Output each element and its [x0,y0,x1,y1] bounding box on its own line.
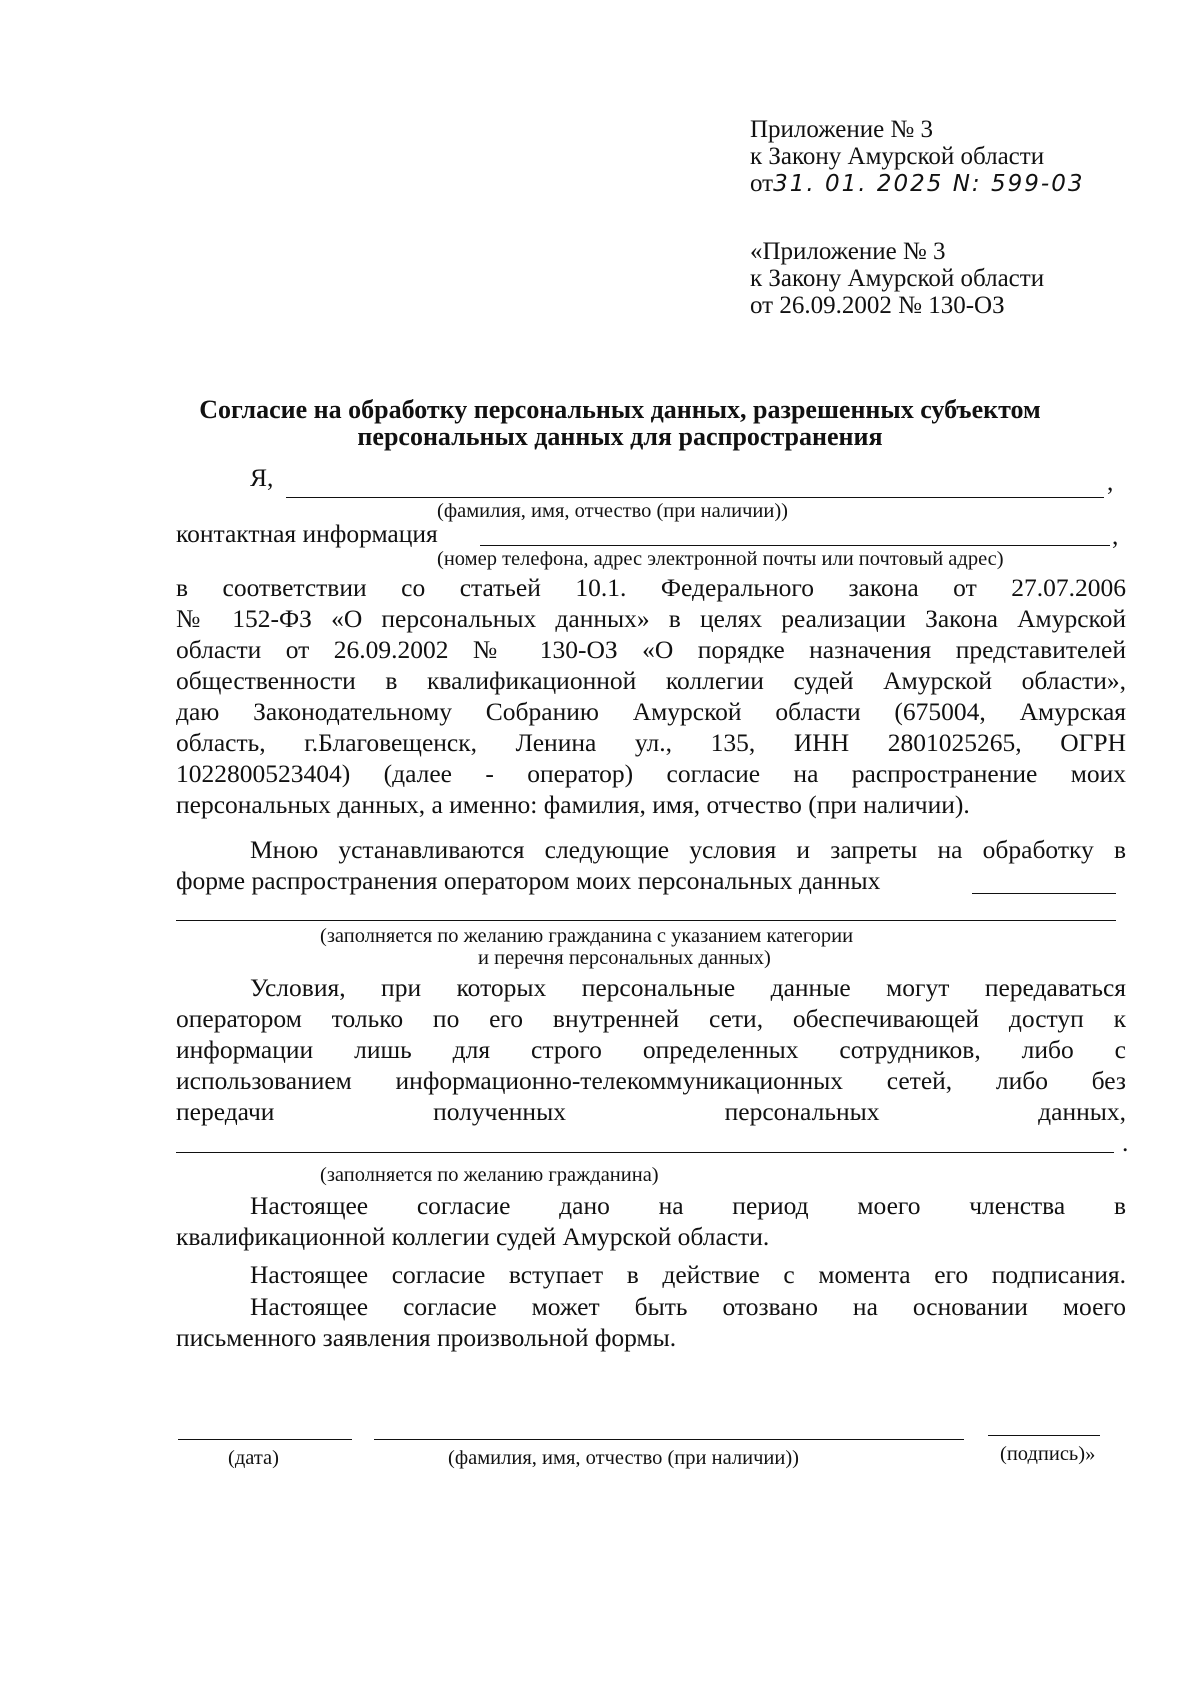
p1-line: в соответствии со статьей 10.1. Федерального закона от 27.07.2006 [176,573,1126,602]
title-line1: Согласие на обработку персональных данных, разрешенных субъектом [199,395,1041,424]
caption-signature-fio: (фамилия, имя, отчество (при наличии)) [448,1447,799,1469]
contact-input-line[interactable] [480,545,1110,546]
annex-new-line2: к Закону Амурской области [750,143,1045,170]
p3-line: использованием информационно-телекоммуникационных сетей, либо без [176,1066,1126,1095]
i-label: Я, [250,463,274,492]
fio-comma: , [1107,467,1114,496]
p3-input-line[interactable] [176,1152,1114,1153]
p2-caption1: (заполняется по желанию гражданина с указанием категории [320,925,854,947]
signature-input-line[interactable] [988,1435,1100,1436]
title-line2: персональных данных для распространения [357,422,883,451]
p6-line2: письменного заявления произвольной формы. [176,1323,677,1352]
p1-line: области от 26.09.2002 № 130-ОЗ «О порядке назначения представителей [176,635,1126,664]
p1-line: общественности в квалификационной коллегии судей Амурской области», [176,666,1126,695]
paragraph-conditions [176,1003,1126,1127]
p1-line: 1022800523404) (далее - оператор) согласие на распространение моих [176,759,1126,788]
annex-old-line2: к Закону Амурской области [750,265,1045,292]
p3-end-dot: . [1122,1128,1129,1157]
p5-line: Настоящее согласие вступает в действие с момента его подписания. [250,1260,1126,1289]
p3-line: оператором только по его внутренней сети, обеспечивающей доступ к [176,1004,1126,1033]
p2-input-line-1[interactable] [972,893,1116,894]
handwritten-date-number: 31. 01. 2025 N: 599-03 [773,171,1085,197]
fio-row [250,462,273,493]
caption-signature: (подпись)» [1000,1443,1096,1465]
p4-line1: Настоящее согласие дано на период моего членства в [250,1191,1126,1220]
p1-line: даю Законодательному Собранию Амурской области (675004, Амурская [176,697,1126,726]
annex-new-line3 [750,170,1084,198]
annex-old [750,238,1044,319]
p3-line1: Условия, при которых персональные данные могут передаваться [250,973,1126,1002]
contact-comma: , [1112,521,1119,550]
caption-date: (дата) [228,1447,279,1469]
contact-label: контактная информация [176,519,438,548]
p4-line2: квалификационной коллегии судей Амурской области. [176,1222,770,1251]
p6-line1: Настоящее согласие может быть отозвано на основании моего [250,1292,1126,1321]
p3-caption: (заполняется по желанию гражданина) [320,1164,659,1186]
p1-line: № 152-ФЗ «О персональных данных» в целях реализации Закона Амурской [176,604,1126,633]
signature-fio-input-line[interactable] [374,1439,964,1440]
p2-caption2: и перечня персональных данных) [478,947,771,969]
fio-input-line[interactable] [286,497,1104,498]
p2-line1: Мною устанавливаются следующие условия и запреты на обработку в [250,835,1126,864]
p1-line-last: персональных данных, а именно: фамилия, имя, отчество (при наличии). [176,790,970,819]
date-input-line[interactable] [178,1439,352,1440]
caption-fio: (фамилия, имя, отчество (при наличии)) [437,500,788,522]
annex-new [750,116,1084,198]
p3-line: информации лишь для строго определенных сотрудников, либо с [176,1035,1126,1064]
document-title [120,396,1120,450]
annex-new-from-label: от [750,170,774,197]
p3-line: передачи полученных персональных данных, [176,1097,1126,1126]
annex-old-line3: от 26.09.2002 № 130-ОЗ [750,292,1005,319]
annex-new-line1: Приложение № 3 [750,116,934,143]
caption-contact: (номер телефона, адрес электронной почты или почтовый адрес) [437,548,1004,570]
p2-input-line-2[interactable] [176,920,1116,921]
p2-line2: форме распространения оператором моих персональных данных [176,866,881,895]
paragraph-consent [176,572,1126,820]
annex-old-line1: «Приложение № 3 [750,238,946,265]
p1-line: область, г.Благовещенск, Ленина ул., 135, ИНН 2801025265, ОГРН [176,728,1126,757]
